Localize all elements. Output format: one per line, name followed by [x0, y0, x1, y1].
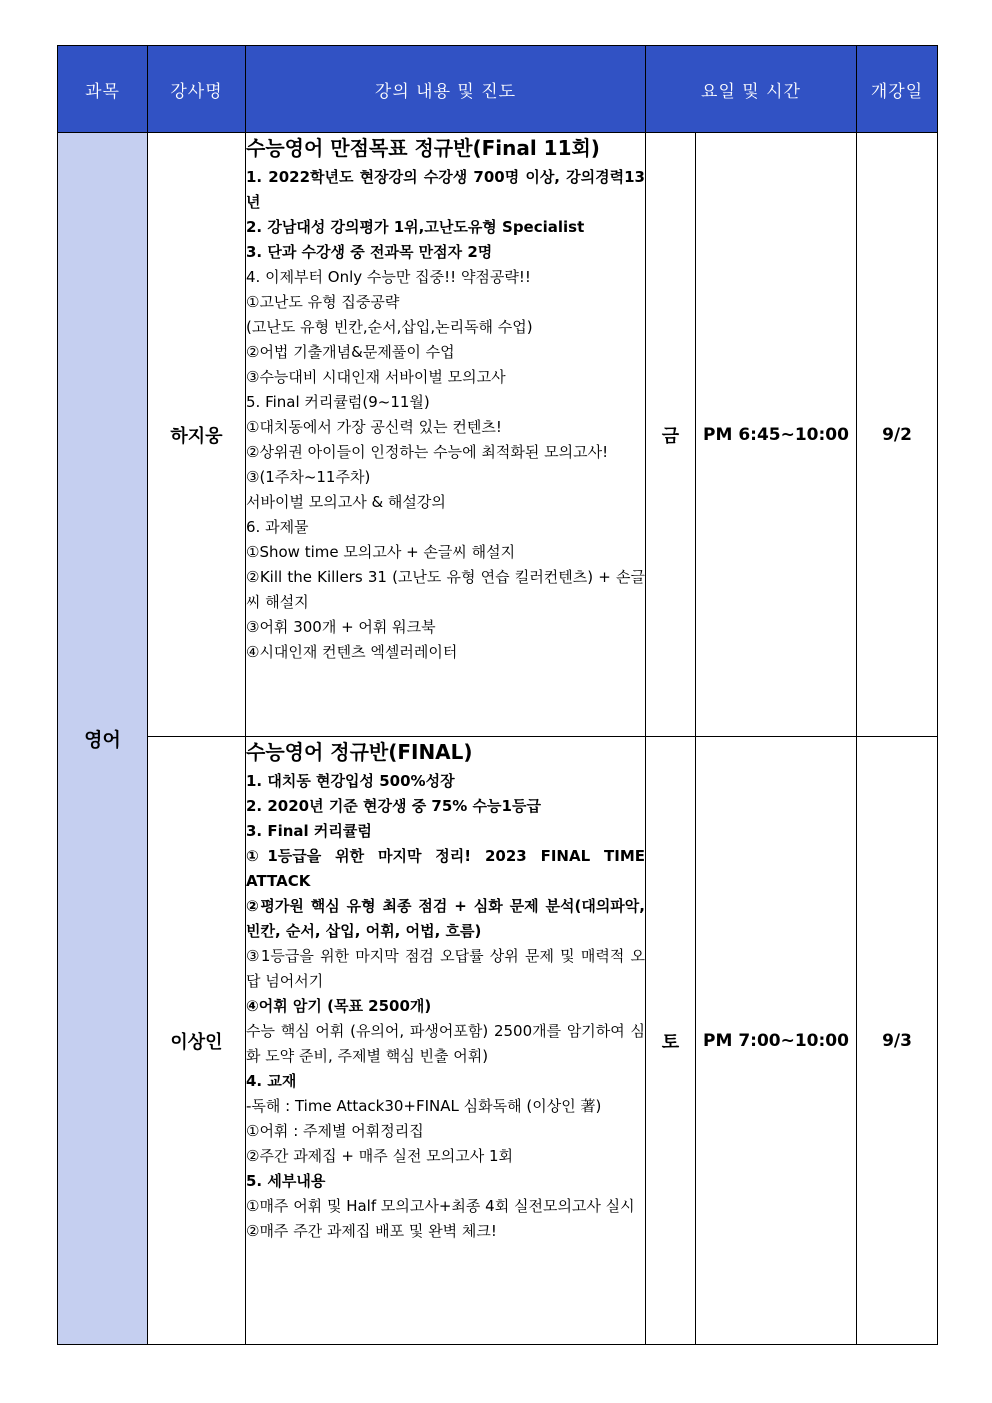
subject-cell: 영어: [58, 133, 148, 1345]
course-line: ①1등급을 위한 마지막 정리! 2023 FINAL TIME ATTACK: [246, 847, 645, 890]
start-date-cell: 9/2: [857, 133, 938, 737]
header-subject: 과목: [58, 46, 148, 133]
course-line: ②매주 주간 과제집 배포 및 완벽 체크!: [246, 1222, 497, 1240]
day-cell: 금: [646, 133, 696, 737]
course-line: 6. 과제물: [246, 518, 309, 536]
course-schedule-table: [57, 45, 938, 1345]
time-cell: PM 7:00~10:00: [696, 737, 857, 1345]
course-line: ④시대인재 컨텐츠 엑셀러레이터: [246, 643, 458, 661]
instructor-cell: 이상인: [148, 737, 246, 1345]
course-line: ①Show time 모의고사 + 손글씨 해설지: [246, 543, 516, 561]
course-line: ②Kill the Killers 31 (고난도 유형 연습 킬러컨텐츠) + 손글씨 해설지: [246, 568, 645, 611]
course-content-cell: [246, 133, 646, 737]
course-line: (고난도 유형 빈칸,순서,삽입,논리독해 수업): [246, 318, 533, 336]
course-description: [246, 165, 645, 665]
start-date-cell: 9/3: [857, 737, 938, 1345]
course-line: 3. 단과 수강생 중 전과목 만점자 2명: [246, 243, 493, 261]
course-line: 서바이벌 모의고사 & 해설강의: [246, 493, 446, 511]
course-line: -독해 : Time Attack30+FINAL 심화독해 (이상인 著): [246, 1097, 602, 1115]
course-line: ③1등급을 위한 마지막 점검 오답률 상위 문제 및 매력적 오답 넘어서기: [246, 947, 645, 990]
course-line: ②어법 기출개념&문제풀이 수업: [246, 343, 455, 361]
course-line: 2. 강남대성 강의평가 1위,고난도유형 Specialist: [246, 218, 585, 236]
course-line: ①고난도 유형 집중공략: [246, 293, 400, 311]
course-line: ①매주 어휘 및 Half 모의고사+최종 4회 실전모의고사 실시: [246, 1197, 635, 1215]
course-line: 2. 2020년 기준 현강생 중 75% 수능1등급: [246, 797, 541, 815]
header-content: 강의 내용 및 진도: [246, 46, 646, 133]
day-cell: 토: [646, 737, 696, 1345]
course-line: 1. 대치동 현강입성 500%성장: [246, 772, 455, 790]
course-line: 4. 교재: [246, 1072, 297, 1090]
course-line: ②상위권 아이들이 인정하는 수능에 최적화된 모의고사!: [246, 443, 609, 461]
time-cell: PM 6:45~10:00: [696, 133, 857, 737]
course-description: [246, 769, 645, 1244]
course-line: 4. 이제부터 Only 수능만 집중!! 약점공략!!: [246, 268, 531, 286]
course-line: 수능 핵심 어휘 (유의어, 파생어포함) 2500개를 암기하여 심화 도약 준비, 주제별 핵심 빈출 어휘): [246, 1022, 645, 1065]
course-content-cell: [246, 737, 646, 1345]
course-line: ③어휘 300개 + 어휘 워크북: [246, 618, 436, 636]
header-instructor: 강사명: [148, 46, 246, 133]
header-start-date: 개강일: [857, 46, 938, 133]
header-row: [58, 46, 938, 133]
course-line: ①대치동에서 가장 공신력 있는 컨텐츠!: [246, 418, 502, 436]
course-row: [58, 737, 938, 1345]
course-line: ①어휘 : 주제별 어휘정리집: [246, 1122, 424, 1140]
course-line: ③(1주차~11주차): [246, 468, 371, 486]
course-line: 3. Final 커리큘럼: [246, 822, 372, 840]
course-line: ②평가원 핵심 유형 최종 점검 + 심화 문제 분석(대의파악, 빈칸, 순서, 삽입, 어휘, 어법, 흐름): [246, 897, 645, 940]
header-schedule: 요일 및 시간: [646, 46, 857, 133]
course-title: 수능영어 정규반(FINAL): [246, 740, 473, 764]
course-line: 5. 세부내용: [246, 1172, 326, 1190]
instructor-cell: 하지웅: [148, 133, 246, 737]
course-line: ②주간 과제집 + 매주 실전 모의고사 1회: [246, 1147, 514, 1165]
course-title: 수능영어 만점목표 정규반(Final 11회): [246, 136, 600, 160]
course-line: 5. Final 커리큘럼(9~11월): [246, 393, 430, 411]
course-line: 1. 2022학년도 현장강의 수강생 700명 이상, 강의경력13년: [246, 168, 645, 211]
course-line: ④어휘 암기 (목표 2500개): [246, 997, 432, 1015]
course-row: [58, 133, 938, 737]
course-line: ③수능대비 시대인재 서바이벌 모의고사: [246, 368, 506, 386]
